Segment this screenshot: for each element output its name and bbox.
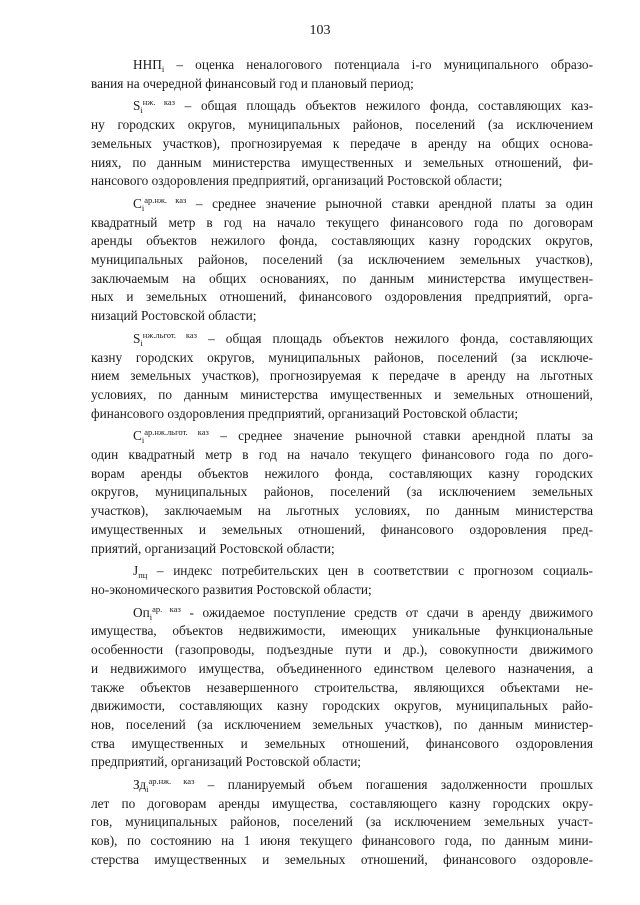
definition-line — [91, 446, 593, 465]
definition-line — [91, 172, 593, 191]
definition-text: округов, муниципальных районов, поселений (за исключением земельных — [91, 484, 593, 500]
formula-symbol: S — [133, 330, 141, 346]
formula-subscript: пц — [138, 570, 148, 581]
definition-line — [91, 386, 593, 405]
definition-c-ar-nzh-lgot-kaz — [91, 427, 593, 558]
definition-line — [91, 660, 593, 679]
definition-line — [91, 622, 593, 641]
definition-line — [91, 405, 593, 424]
definition-c-ar-nzh-kaz — [91, 195, 593, 326]
definition-text: но-экономического развития Ростовской области; — [91, 581, 372, 597]
definition-text: ков), по состоянию на 1 июня текущего финансового года, по данным мини- — [91, 833, 593, 849]
formula-superscript: ар.нж. каз — [144, 194, 187, 205]
definition-text: – общая площадь объектов нежилого фонда, составляющих каз- — [174, 98, 593, 114]
formula-subscript: i — [141, 202, 145, 213]
definition-line — [91, 562, 593, 581]
definition-text: квадратный метр в год на начало текущего финансового года по договорам — [91, 214, 593, 230]
definition-s-nzh-kaz — [91, 97, 593, 191]
definition-text: участков), заключаемым на льготных условиях, по данным министерства — [91, 503, 593, 519]
definition-text: – среднее значение рыночной ставки арендной платы за — [208, 428, 593, 444]
definition-line — [91, 367, 593, 386]
definition-line — [91, 288, 593, 307]
formula-superscript: ар. каз — [152, 603, 181, 614]
definition-line — [91, 116, 593, 135]
definition-line — [91, 832, 593, 851]
definition-op-ar-kaz — [91, 604, 593, 772]
definition-text: нием земельных участков), прогнозируемая к передаче в аренду на льготных — [91, 368, 593, 384]
definition-line — [91, 521, 593, 540]
definition-line — [91, 483, 593, 502]
definition-text: казну городских округов, муниципальных районов, поселений (за исключе- — [91, 349, 593, 365]
definition-text: ниях, по данным министерства имущественных и земельных отношений, фи- — [91, 154, 593, 170]
formula-superscript: нж.льгот. каз — [142, 329, 198, 340]
definition-line — [91, 540, 593, 559]
definition-text: – индекс потребительских цен в соответствии с прогнозом социаль- — [147, 563, 593, 579]
formula-subscript: i — [140, 105, 143, 116]
definition-text: также объектов незавершенного строительства, являющихся объектами не- — [91, 679, 593, 695]
definition-text: нансового оздоровления предприятий, организаций Ростовской области; — [91, 173, 503, 189]
definition-text: имущества, объектов недвижимости, имеющих уникальные функциональные — [91, 623, 593, 639]
formula-symbol: Зд — [133, 777, 147, 793]
definition-text: земельных участков), прогнозируемая к передаче в аренду на общих основа- — [91, 135, 593, 151]
definition-line — [91, 735, 593, 754]
definition-text: стерства имущественных и земельных отношений, финансового оздоровле- — [91, 851, 593, 867]
definition-text: – оценка неналогового потенциала i-го муниципального образо- — [164, 57, 593, 72]
definition-line — [91, 349, 593, 368]
definition-text: ных и земельных отношений, финансового оздоровления предприятий, орга- — [91, 289, 593, 305]
definition-text: аренды объектов нежилого фонда, составляющих казну городских округов, — [91, 233, 593, 249]
definition-text: ну городских округов, муниципальных районов, поселений (за исключением — [91, 117, 593, 133]
definition-text: гов, муниципальных районов, поселений (за исключением земельных участ- — [91, 814, 593, 830]
definition-text: движимости, составляющих казну городских округов, муниципальных райо- — [91, 698, 593, 714]
definition-line — [91, 97, 593, 116]
definition-text: приятий, организаций Ростовской области; — [91, 540, 335, 556]
definition-line — [91, 679, 593, 698]
formula-subscript: i — [161, 64, 165, 74]
formula-subscript: i — [146, 784, 149, 795]
page-number: 103 — [309, 23, 331, 38]
definition-line — [91, 813, 593, 832]
definition-text: муниципальных районов, поселений (за исключением земельных участков), — [91, 252, 593, 268]
definition-text: – среднее значение рыночной ставки арендной платы за один — [186, 195, 594, 211]
definition-line — [91, 776, 593, 795]
formula-symbol: Оп — [133, 604, 150, 620]
definition-line — [91, 270, 593, 289]
definition-line — [91, 795, 593, 814]
definition-s-nzh-lgot-kaz — [91, 330, 593, 424]
definition-line — [91, 697, 593, 716]
definition-text: лет по договорам аренды имущества, составляющего казну городских окру- — [91, 795, 593, 811]
formula-superscript: нж. каз — [142, 97, 175, 108]
definition-line — [91, 214, 593, 233]
definition-line — [91, 604, 593, 623]
definition-text: имущественных и земельных отношений, финансового оздоровления пред- — [91, 521, 593, 537]
definition-nnp — [91, 56, 593, 93]
formula-subscript: i — [149, 611, 153, 622]
formula-superscript: ар.нж.льгот. каз — [144, 427, 209, 438]
formula-symbol: J — [133, 563, 139, 579]
definition-text: - ожидаемое поступление средств от сдачи в аренду движимого — [180, 604, 593, 620]
definition-line — [91, 251, 593, 270]
definitions-list — [91, 56, 593, 870]
definition-line — [91, 641, 593, 660]
definition-line — [91, 75, 593, 94]
definition-line — [91, 851, 593, 870]
definition-line — [91, 56, 593, 75]
definition-line — [91, 330, 593, 349]
formula-symbol: S — [133, 98, 141, 114]
definition-line — [91, 195, 593, 214]
definition-line — [91, 581, 593, 600]
definition-text: ворам аренды объектов нежилого фонда, составляющих казну городских — [91, 465, 593, 481]
formula-subscript: i — [140, 337, 143, 348]
definition-j-pc — [91, 562, 593, 599]
definition-text: предприятий, организаций Ростовской области; — [91, 754, 362, 770]
definition-line — [91, 716, 593, 735]
definition-text: вания на очередной финансовый год и плановый период; — [91, 75, 414, 91]
definition-text: – планируемый объем погашения задолженности прошлых — [194, 777, 594, 793]
definition-line — [91, 307, 593, 326]
definition-line — [91, 154, 593, 173]
formula-subscript: i — [141, 435, 145, 446]
definition-line — [91, 427, 593, 446]
formula-symbol: C — [133, 195, 142, 211]
definition-text: ства имущественных и земельных отношений, финансового оздоровления — [91, 735, 593, 751]
definition-text: особенности (газопроводы, подъездные пути и др.), совокупности движимого — [91, 642, 593, 658]
definition-text: низаций Ростовской области; — [91, 308, 257, 324]
formula-symbol: C — [133, 428, 142, 444]
definition-line — [91, 135, 593, 154]
definition-text: нов, поселений (за исключением земельных участков), по данным министер- — [91, 716, 593, 732]
definition-text: и недвижимого имущества, объединенного единством целевого назначения, а — [91, 660, 593, 676]
definition-text: условиях, по данным министерства имущественных и земельных отношений, — [91, 386, 593, 402]
definition-text: – общая площадь объектов нежилого фонда, составляющих — [197, 330, 593, 346]
definition-text: один квадратный метр в год на начало текущего финансового года по дого- — [91, 447, 593, 463]
definition-zd-ar-nzh-kaz — [91, 776, 593, 870]
definition-line — [91, 502, 593, 521]
definition-text: заключаемым на общих основаниях, по данным министерства имуществен- — [91, 270, 593, 286]
definition-line — [91, 465, 593, 484]
formula-symbol: ННП — [133, 57, 162, 72]
definition-line — [91, 232, 593, 251]
definition-text: финансового оздоровления предприятий, организаций Ростовской области; — [91, 405, 519, 421]
formula-superscript: ар.нж. каз — [148, 776, 195, 787]
definition-line — [91, 753, 593, 772]
